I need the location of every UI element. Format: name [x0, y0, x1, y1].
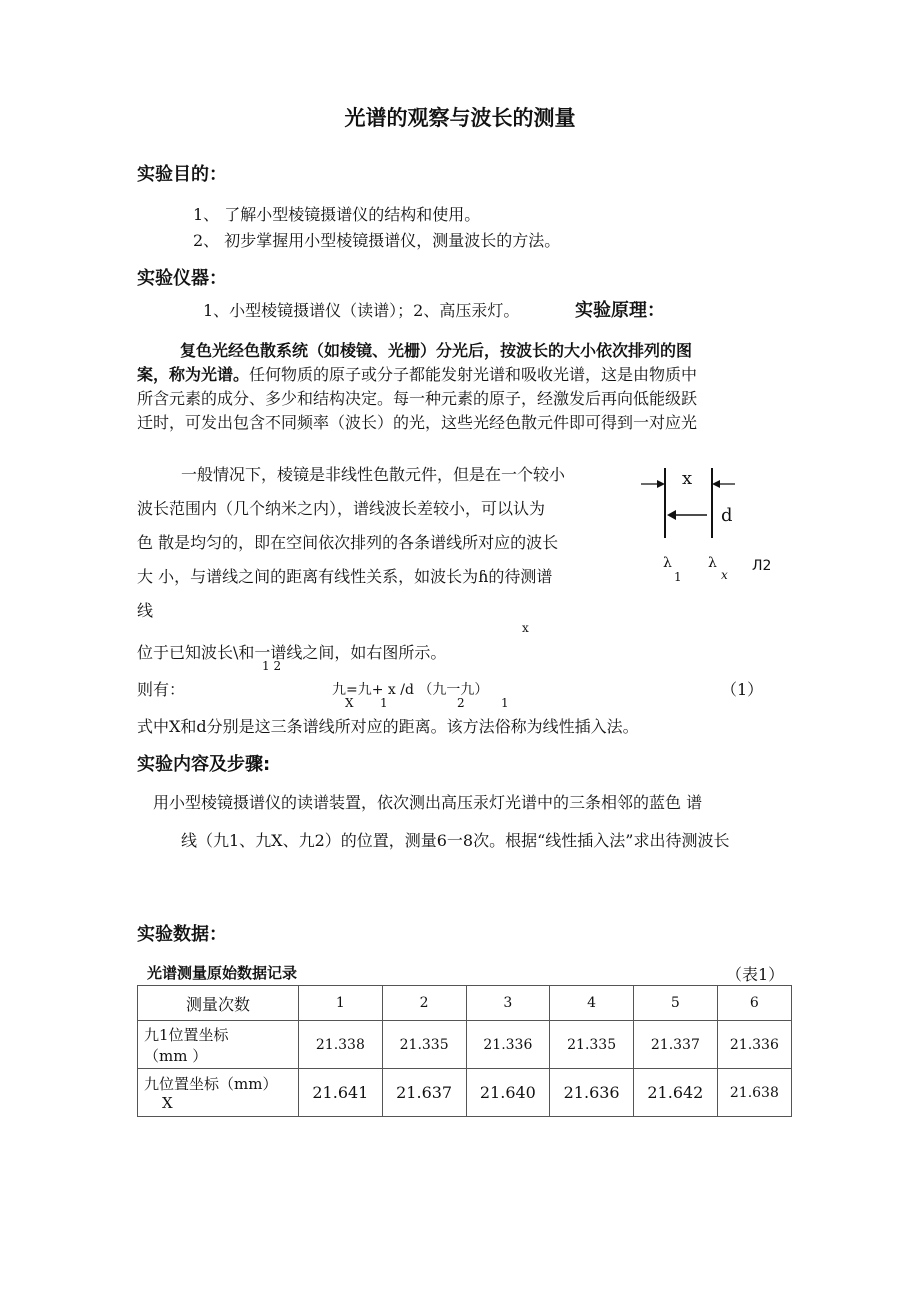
diagram-lambda2: Л2 [752, 558, 772, 574]
principle-p2-line5: 线 [137, 601, 154, 620]
table-number: （表1） [726, 965, 785, 984]
diagram-lambda1: λ [663, 555, 672, 571]
row-label-line2: （mm ） [144, 1046, 208, 1065]
col-header: 1 [299, 986, 383, 1021]
diagram-lambdax: λ [708, 555, 717, 571]
principle-p3: 式中X和d分别是这三条谱线所对应的距离。该方法俗称为线性插入法。 [137, 717, 639, 736]
col-header: 6 [717, 986, 791, 1021]
cell: 21.336 [717, 1021, 791, 1069]
cell: 21.641 [299, 1069, 383, 1117]
principle-sub-x: x [522, 621, 529, 635]
measurement-table [137, 985, 792, 1117]
principle-p2-line1: 一般情况下，棱镜是非线性色散元件，但是在一个较小 [181, 465, 566, 484]
diagram-lines [640, 468, 750, 538]
principle-p1-rest: 任何物质的原子或分子都能发射光谱和吸收光谱，这是由物质中 [249, 365, 698, 384]
page-title: 光谱的观察与波长的测量 [344, 106, 576, 130]
principle-p2-line2: 波长范围内（几个纳米之内），谱线波长差较小，可以认为 [137, 499, 546, 518]
instruments-heading: 实验仪器： [137, 268, 227, 289]
header-label: 测量次数 [138, 986, 299, 1021]
cell: 21.637 [382, 1069, 466, 1117]
table-row [138, 1021, 792, 1069]
data-heading: 实验数据： [137, 924, 227, 945]
diagram-x-label: x [682, 468, 693, 489]
cell: 21.335 [550, 1021, 634, 1069]
col-header: 5 [634, 986, 718, 1021]
purpose-item-2: 2、 初步掌握用小型棱镜摄谱仪，测量波长的方法。 [193, 231, 561, 250]
diagram-lambdax-sub: x [721, 568, 728, 582]
principle-p1-line3: 所含元素的成分、多少和结构决定。每一种元素的原子，经激发后再向低能级跃 [137, 389, 698, 408]
row-label [138, 1021, 299, 1069]
row-label-line2: X [162, 1094, 173, 1112]
purpose-item-1: 1、 了解小型棱镜摄谱仪的结构和使用。 [193, 205, 481, 224]
cell: 21.640 [466, 1069, 550, 1117]
purpose-heading: 实验目的： [137, 164, 227, 185]
principle-heading: 实验原理： [575, 300, 665, 321]
d-arrowhead [667, 510, 676, 520]
row-label [138, 1069, 299, 1117]
cell: 21.335 [382, 1021, 466, 1069]
principle-p1-line4: 迁时，可发出包含不同频率（波长）的光，这些光经色散元件即可得到一对应光 [137, 413, 698, 432]
table-header-row [138, 986, 792, 1021]
formula-label: 则有： [137, 680, 186, 699]
col-header: 3 [466, 986, 550, 1021]
x-arrowhead-right [712, 480, 720, 488]
principle-sub-12: 1 2 [262, 659, 282, 673]
cell: 21.636 [550, 1069, 634, 1117]
principle-p1-bold: 案，称为光谱。 [137, 365, 250, 384]
x-arrowhead-left [657, 480, 665, 488]
table-row [138, 1069, 792, 1117]
cell: 21.638 [717, 1069, 791, 1117]
cell: 21.336 [466, 1021, 550, 1069]
table-title: 光谱测量原始数据记录 [147, 964, 298, 982]
formula: 九=九+ x /d （九一九） [332, 682, 489, 698]
instruments-line: 1、小型棱镜摄谱仪（读谱）；2、高压汞灯。 [203, 301, 520, 320]
formula-sub-x: X [345, 696, 354, 710]
row-label-line1: 九1位置坐标 [144, 1025, 229, 1044]
formula-sub-1a: 1 [380, 696, 388, 710]
cell: 21.642 [634, 1069, 718, 1117]
steps-heading: 实验内容及步骤: [137, 754, 271, 775]
formula-number: （1） [721, 680, 764, 699]
steps-line1: 用小型棱镜摄谱仪的读谱装置，依次测出高压汞灯光谱中的三条相邻的蓝色 谱 [153, 793, 703, 812]
steps-line2: 线（九1、九X、九2）的位置，测量6一8次。根据“线性插入法”求出待测波长 [181, 831, 730, 850]
cell: 21.338 [299, 1021, 383, 1069]
principle-p2-line3: 色 散是均匀的，即在空间依次排列的各条谱线所对应的波长 [137, 533, 559, 552]
row-label-line1: 九位置坐标（mm） [144, 1075, 278, 1093]
formula-sub-2: 2 [457, 696, 465, 710]
principle-p1-line2 [137, 362, 697, 385]
diagram-lambda1-sub: 1 [674, 570, 682, 584]
principle-p2-line6: 位于已知波长\和一谱线之间，如右图所示。 [137, 643, 447, 662]
cell: 21.337 [634, 1021, 718, 1069]
diagram-d-label: d [721, 505, 733, 526]
principle-p1-line1: 复色光经色散系统（如棱镜、光栅）分光后，按波长的大小依次排列的图 [180, 341, 693, 360]
col-header: 2 [382, 986, 466, 1021]
formula-sub-1b: 1 [501, 696, 509, 710]
principle-p2-line4: 大 小，与谱线之间的距离有线性关系，如波长为⁠ɦ的待测谱 [137, 567, 553, 586]
col-header: 4 [550, 986, 634, 1021]
